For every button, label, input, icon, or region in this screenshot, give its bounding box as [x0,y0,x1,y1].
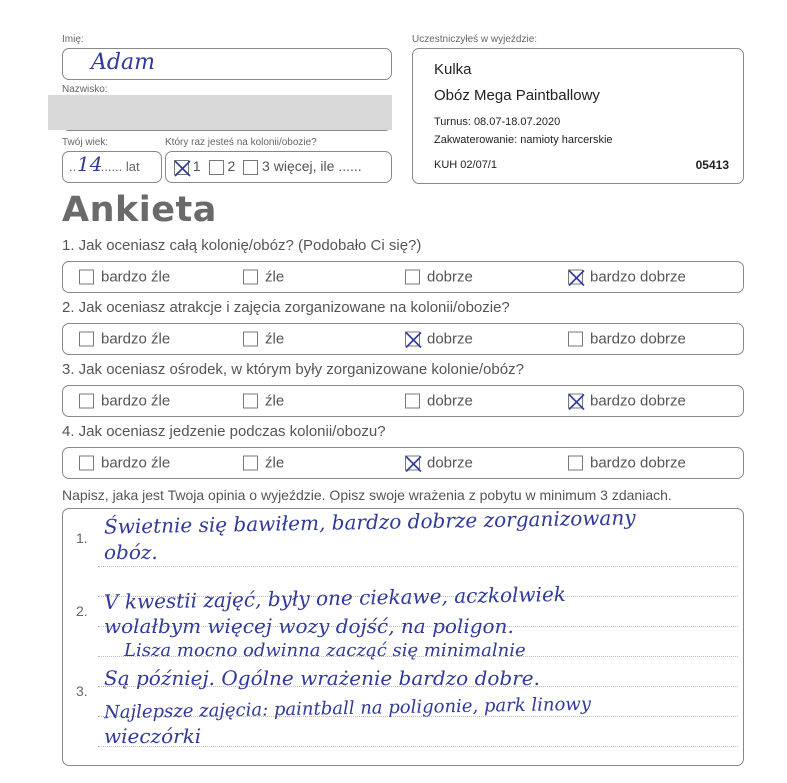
imie-value: Adam [91,50,155,75]
rating-option[interactable] [568,393,686,410]
checkbox[interactable] [405,269,420,284]
wiek-field[interactable] [62,151,162,183]
rating-option-label: bardzo źle [101,330,171,348]
checkbox[interactable] [405,393,420,408]
question-label: Jak oceniasz jedzenie podczas kolonii/obozu? [74,423,386,440]
question-1-options [62,261,744,293]
rating-option[interactable] [79,393,170,410]
opt1-label: 1 [192,158,201,174]
ktory-raz-field[interactable] [165,151,392,183]
trip-zakwaterowanie: Zakwaterowanie: namioty harcerskie [434,134,613,146]
question-3-options [62,385,744,417]
checkbox[interactable] [79,331,94,346]
rating-option-label: źle [265,454,285,472]
question-2-options [62,323,744,355]
trip-line2: Obóz Mega Paintballowy [434,87,600,104]
handwriting-line-6: Są później. Ogólne wrażenie bardzo dobre. [104,666,540,690]
question-number: 4. [62,423,75,440]
page-title: Ankieta [62,190,217,230]
rating-option-label: bardzo dobrze [590,330,686,348]
handwriting-line-1: Świetnie się bawiłem, bardzo dobrze zorganizowany [103,505,636,539]
question-number: 1. [62,237,75,254]
rating-option-label: źle [265,330,285,348]
rating-option-label: źle [265,392,285,410]
rating-option-label: bardzo dobrze [590,268,686,286]
rating-option[interactable] [405,455,473,472]
checkbox-checked[interactable] [405,331,420,346]
checkbox-checked[interactable] [568,393,583,408]
trip-info-box [412,48,744,184]
checkbox-checked[interactable] [568,269,583,284]
opinion-number-3: 3. [76,683,88,699]
checkbox[interactable] [243,331,258,346]
rating-option[interactable] [405,269,473,286]
question-label: Jak oceniasz atrakcje i zajęcia zorganizowane na kolonii/obozie? [74,299,510,316]
question-4-text [62,423,386,440]
redaction-block [48,95,392,130]
nazwisko-label: Nazwisko: [62,84,108,95]
question-3-text [62,361,524,378]
rating-option-label: dobrze [427,392,473,410]
rating-option[interactable] [568,331,686,348]
rating-option[interactable] [243,331,284,348]
checkbox[interactable] [243,393,258,408]
checkbox-2[interactable] [209,160,224,175]
rating-option[interactable] [243,269,284,286]
uczestniczyles-label: Uczestniczyłeś w wyjeździe: [412,34,538,45]
trip-line1: Kulka [434,61,472,78]
opinion-number-2: 2. [76,603,88,619]
ktory-raz-label: Który raz jesteś na kolonii/obozie? [165,137,317,148]
trip-code: KUH 02/07/1 [434,159,497,171]
imie-field[interactable] [62,48,392,80]
wiek-prefix: .. [69,159,77,174]
rating-option-label: bardzo dobrze [590,392,686,410]
rating-option[interactable] [79,269,170,286]
checkbox[interactable] [243,269,258,284]
opinion-prompt: Napisz, jaka jest Twoja opinia o wyjeździe. Opisz swoje wrażenia z pobytu w minimum 3 zdaniach. [62,487,672,503]
rating-option-label: bardzo źle [101,268,171,286]
question-number: 3. [62,361,75,378]
rating-option-label: bardzo źle [101,454,171,472]
rating-option-label: źle [265,268,285,286]
checkbox[interactable] [79,393,94,408]
question-2-text [62,299,510,316]
rating-option-label: bardzo dobrze [590,454,686,472]
checkbox[interactable] [79,269,94,284]
checkbox-3[interactable] [243,160,258,175]
opt2-label: 2 [227,158,236,174]
rating-option[interactable] [568,455,686,472]
question-1-text [62,237,421,254]
handwriting-line-5: Lisza mocno odwinna zacząć się minimalnie [124,640,526,661]
question-label: Jak oceniasz całą kolonię/obóz? (Podobało Ci się?) [74,237,422,254]
opt3-label: 3 więcej, ile ...... [262,158,362,174]
handwriting-line-3: V kwestii zajęć, były one ciekawe, aczkolwiek [103,581,567,615]
wiek-label: Twój wiek: [62,137,109,148]
checkbox[interactable] [568,455,583,470]
rating-option-label: dobrze [427,330,473,348]
rating-option[interactable] [79,331,170,348]
checkbox-checked[interactable] [405,455,420,470]
ruled-line [98,566,738,567]
checkbox[interactable] [79,455,94,470]
handwriting-line-2: obóz. [104,540,158,564]
checkbox[interactable] [243,455,258,470]
wiek-value: 14 [77,152,103,176]
rating-option[interactable] [79,455,170,472]
trip-number: 05413 [695,158,729,172]
rating-option-label: bardzo źle [101,392,171,410]
rating-option[interactable] [243,393,284,410]
rating-option[interactable] [243,455,284,472]
checkbox[interactable] [568,331,583,346]
trip-turnus: Turnus: 08.07-18.07.2020 [434,116,561,128]
handwriting-line-7: Najlepsze zajęcia: paintball na poligonie, park linowy [103,693,592,724]
question-4-options [62,447,744,479]
question-number: 2. [62,299,75,316]
rating-option[interactable] [405,331,473,348]
checkbox-1-checked[interactable] [174,160,189,175]
rating-option[interactable] [568,269,686,286]
opinion-number-1: 1. [76,530,88,546]
handwriting-line-4: wolałbym więcej wozy dojść, na poligon. [104,614,514,638]
rating-option-label: dobrze [427,268,473,286]
rating-option-label: dobrze [427,454,473,472]
question-label: Jak oceniasz ośrodek, w którym były zorganizowane kolonie/obóz? [74,361,524,378]
handwriting-line-8: wieczórki [104,724,202,748]
wiek-suffix: ....... lat [97,159,140,174]
imie-label: Imię: [62,34,84,45]
rating-option[interactable] [405,393,473,410]
